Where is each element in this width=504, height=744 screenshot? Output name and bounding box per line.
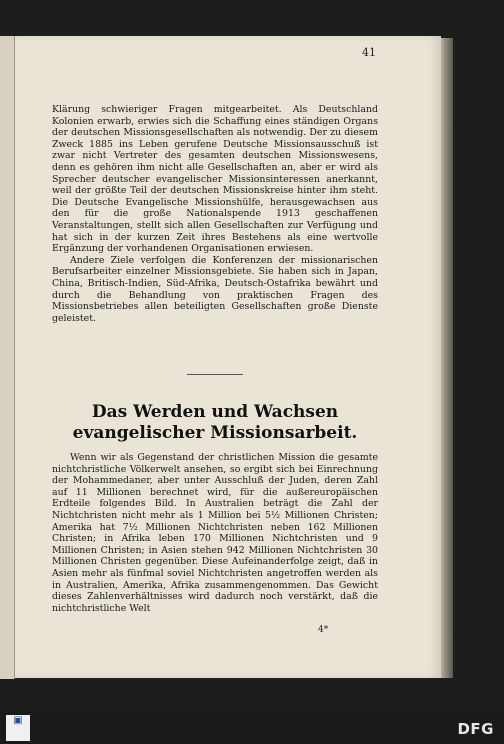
paragraph-2: Andere Ziele verfolgen die Konferenzen der missionarischen Berufsarbeiter einzelner Missionsgebiete. Sie haben sich in Japan, China, Britisch-Indien, Süd-Afrika, Deutsch-Ostafrika bewährt und durch die Behandlung von praktischen Fragen des Missionsbetriebes allen beteiligten Gesellschaften große Dienste geleistet. <box>52 254 378 324</box>
viewer-footer-bar <box>0 712 504 744</box>
library-logo[interactable] <box>6 715 30 741</box>
paragraph-1: Klärung schwieriger Fragen mitgearbeitet. Als Deutschland Kolonien erwarb, erwies sich die Schaffung eines ständigen Organs der deutschen Missionsgesellschaften als notwendig. Der zu diesem Zweck 1885 ins Leben gerufene Deutsche Missionsausschuß ist zwar nicht Vertreter des gesamten deutschen Missionswesens, denn es gehören ihm nicht alle Gesellschaften an, aber er wird als Sprecher deutscher evangelischer Missionsinteressen anerkannt, weil der größte Teil der deutschen Missionskreise hinter ihm steht. Die Deutsche Evangelische Missionshülfe, herausgewachsen aus den für die große Nationalspende 1913 geschaffenen Veranstaltungen, stellt sich allen Gesellschaften zur Verfügung und hat sich in der kurzen Zeit ihres Bestehens als eine wertvolle Ergänzung der vorhandenen Organisationen erwiesen. <box>52 104 378 255</box>
section-heading: Das Werden und Wachsen evangelischer Missionsarbeit. <box>72 402 358 443</box>
body-text-top <box>52 104 378 324</box>
signature-mark: 4* <box>318 625 329 635</box>
paragraph-3: Wenn wir als Gegenstand der christlichen Mission die gesamte nichtchristliche Völkerwelt ansehen, so ergibt sich bei Einrechnung der Mohammedaner, aber unter Ausschluß der Juden, deren Zahl auf 11 Millionen berechnet wird, für die außereuropäischen Erdteile folgendes Bild. In Australien beträgt die Zahl der Nichtchristen nicht mehr als 1 Million bei 5½ Millionen Christen; Amerika hat 7½ Millionen Nichtchristen neben 162 Millionen Christen; in Afrika leben 170 Millionen Nichtchristen und 9 Millionen Christen; in Asien stehen 942 Millionen Nichtchristen 30 Millionen Christen gegenüber. Diese Aufeinanderfolge zeigt, daß in Asien mehr als fünfmal soviel Nichtchristen angetroffen werden als in Australien, Amerika, Afrika zusammengenommen. Das Gewicht dieses Zahlenverhältnisses wird dadurch noch verstärkt, daß die nichtchristliche Welt <box>52 452 378 614</box>
library-logo-icon: ▣ <box>13 715 23 726</box>
body-text-bottom <box>52 452 378 614</box>
page-stack-edge <box>441 38 453 678</box>
section-divider <box>187 374 243 375</box>
page-number: 41 <box>362 46 376 59</box>
adjacent-page-edge <box>0 36 15 679</box>
dfg-logo[interactable]: DFG <box>457 720 494 738</box>
